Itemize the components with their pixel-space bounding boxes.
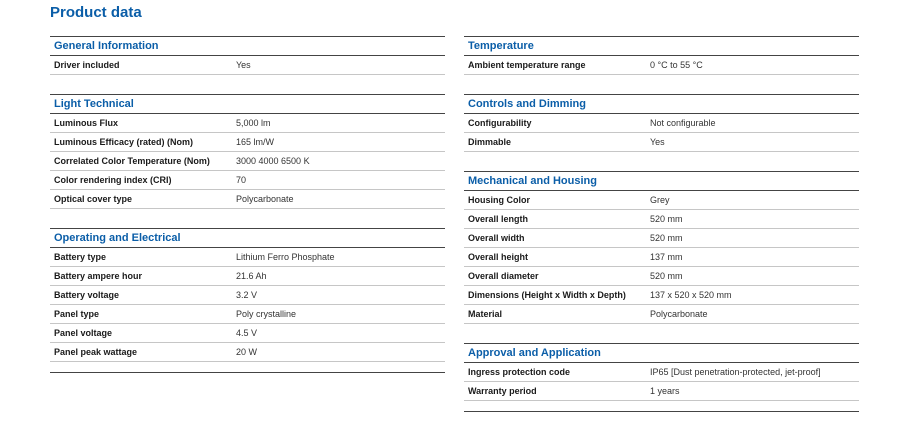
- spec-row: [50, 190, 445, 209]
- spec-key: Color rendering index (CRI): [54, 175, 172, 185]
- spec-key: Housing Color: [468, 195, 530, 205]
- spec-value: 520 mm: [650, 214, 683, 224]
- right-column: [464, 36, 859, 412]
- section-end-rule: [464, 401, 859, 412]
- spec-row: [50, 248, 445, 267]
- spec-key: Overall diameter: [468, 271, 539, 281]
- spec-row: [464, 133, 859, 152]
- spec-key: Overall width: [468, 233, 525, 243]
- spec-key: Overall height: [468, 252, 529, 262]
- spec-row: [464, 210, 859, 229]
- spec-row: [464, 248, 859, 267]
- spec-value: Not configurable: [650, 118, 716, 128]
- spec-key: Battery voltage: [54, 290, 120, 300]
- spec-value: 5,000 lm: [236, 118, 271, 128]
- left-column: [50, 36, 445, 373]
- spec-value: 3.2 V: [236, 290, 258, 300]
- spec-key: Panel type: [54, 309, 100, 319]
- spec-key: Battery type: [54, 252, 107, 262]
- spec-value: 0 °C to 55 °C: [650, 60, 703, 70]
- spec-row: [50, 343, 445, 362]
- spec-value: 137 x 520 x 520 mm: [650, 290, 732, 300]
- section-controls-dimming: [464, 94, 859, 152]
- spec-row: [464, 267, 859, 286]
- spec-key: Dimensions (Height x Width x Depth): [468, 290, 626, 300]
- spec-row: [464, 229, 859, 248]
- spec-row: [464, 56, 859, 75]
- spec-value: 520 mm: [650, 271, 683, 281]
- section-mechanical-housing: [464, 171, 859, 324]
- spec-row: [464, 382, 859, 401]
- spec-value: Lithium Ferro Phosphate: [236, 252, 335, 262]
- section-light-technical: [50, 94, 445, 209]
- section-approval-application: [464, 343, 859, 412]
- spec-key: Optical cover type: [54, 194, 133, 204]
- spec-value: 165 lm/W: [236, 137, 275, 147]
- section-title: Light Technical: [50, 95, 445, 114]
- section-general-information: [50, 36, 445, 75]
- section-title: General Information: [50, 37, 445, 56]
- spec-row: [50, 114, 445, 133]
- spec-value: Poly crystalline: [236, 309, 297, 319]
- spec-key: Luminous Efficacy (rated) (Nom): [54, 137, 194, 147]
- spec-key: Correlated Color Temperature (Nom): [54, 156, 210, 166]
- spec-key: Driver included: [54, 60, 120, 70]
- spec-key: Ambient temperature range: [468, 60, 586, 70]
- spec-key: Dimmable: [468, 137, 512, 147]
- spec-key: Panel peak wattage: [54, 347, 138, 357]
- spec-key: Configurability: [468, 118, 532, 128]
- spec-key: Overall length: [468, 214, 529, 224]
- spec-key: Warranty period: [468, 386, 537, 396]
- spec-key: Panel voltage: [54, 328, 113, 338]
- spec-value: IP65 [Dust penetration-protected, jet-proof]: [650, 367, 821, 377]
- spec-row: [50, 56, 445, 75]
- spec-value: Yes: [236, 60, 251, 70]
- spec-value: 70: [236, 175, 247, 185]
- section-temperature: [464, 36, 859, 75]
- section-title: Operating and Electrical: [50, 229, 445, 248]
- spec-row: [50, 152, 445, 171]
- spec-value: Polycarbonate: [650, 309, 708, 319]
- spec-row: [50, 305, 445, 324]
- spec-value: 20 W: [236, 347, 258, 357]
- section-title: Approval and Application: [464, 344, 859, 363]
- section-end-rule: [50, 362, 445, 373]
- spec-row: [464, 286, 859, 305]
- spec-row: [50, 171, 445, 190]
- spec-value: Yes: [650, 137, 665, 147]
- spec-row: [50, 133, 445, 152]
- spec-row: [50, 267, 445, 286]
- spec-value: Polycarbonate: [236, 194, 294, 204]
- section-title: Temperature: [464, 37, 859, 56]
- spec-value: 3000 4000 6500 K: [236, 156, 310, 166]
- spec-key: Luminous Flux: [54, 118, 118, 128]
- spec-row: [464, 363, 859, 382]
- section-title: Mechanical and Housing: [464, 172, 859, 191]
- spec-row: [50, 286, 445, 305]
- spec-value: 21.6 Ah: [236, 271, 267, 281]
- spec-value: 137 mm: [650, 252, 683, 262]
- spec-row: [464, 305, 859, 324]
- spec-value: 520 mm: [650, 233, 683, 243]
- spec-key: Battery ampere hour: [54, 271, 143, 281]
- spec-value: 1 years: [650, 386, 680, 396]
- spec-value: 4.5 V: [236, 328, 258, 338]
- spec-row: [464, 114, 859, 133]
- spec-key: Material: [468, 309, 503, 319]
- spec-row: [50, 324, 445, 343]
- spec-row: [464, 191, 859, 210]
- section-operating-electrical: [50, 228, 445, 373]
- spec-key: Ingress protection code: [468, 367, 571, 377]
- page-title: Product data: [50, 4, 142, 21]
- spec-value: Grey: [650, 195, 670, 205]
- section-title: Controls and Dimming: [464, 95, 859, 114]
